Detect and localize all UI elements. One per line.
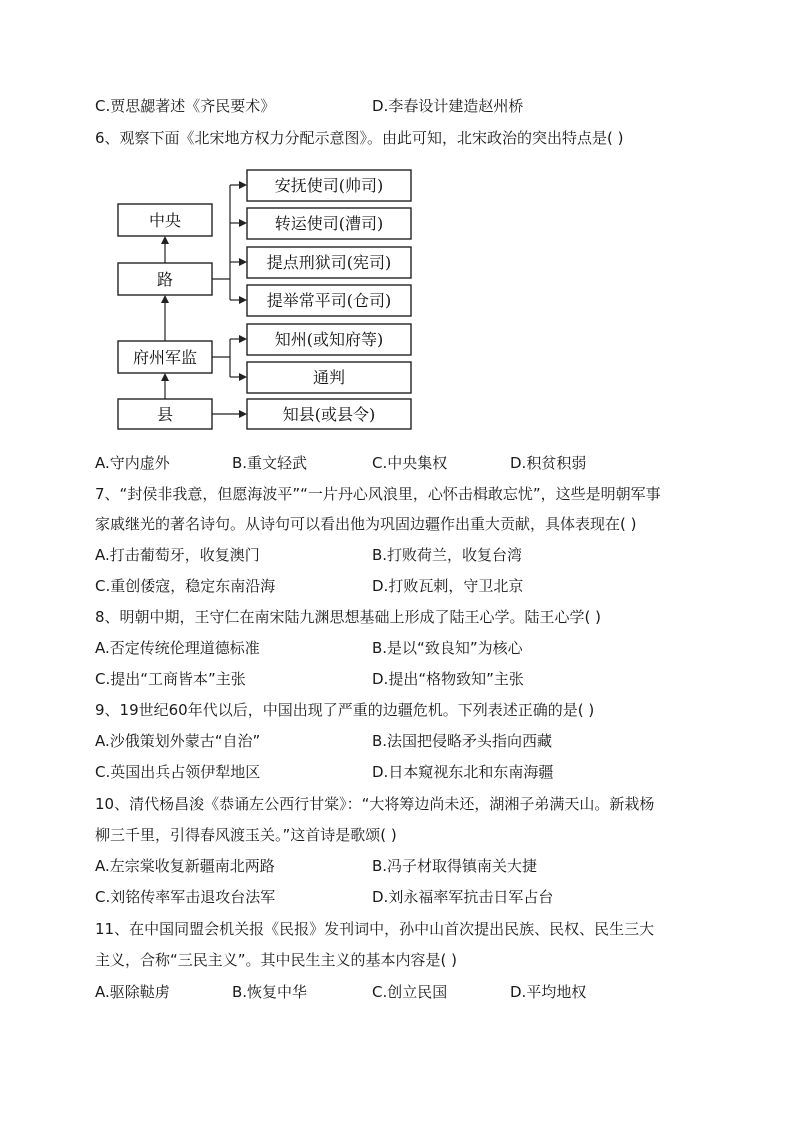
label-tongpan: 通判 bbox=[312, 368, 346, 387]
label-zhixian: 知县(或县令) bbox=[282, 405, 376, 424]
q6-option-c: C.中央集权 bbox=[372, 454, 448, 472]
arrow-up-icon bbox=[161, 373, 169, 381]
q10-stem-line2: 柳三千里，引得春风渡玉关。”这首诗是歌颂( ) bbox=[95, 826, 397, 844]
q10-option-d: D.刘永福率军抗击日军占台 bbox=[372, 888, 554, 906]
q11-option-b: B.恢复中华 bbox=[232, 983, 308, 1001]
q7-option-d: D.打败瓦剌，守卫北京 bbox=[372, 577, 524, 595]
q7-option-b: B.打败荷兰，收复台湾 bbox=[372, 546, 523, 564]
label-tidian: 提点刑狱司(宪司) bbox=[266, 253, 392, 272]
q9-option-a: A.沙俄策划外蒙古“自治” bbox=[95, 732, 261, 750]
q10-stem-line1: 10、清代杨昌浚《恭诵左公西行甘棠》：“大将筹边尚未还，湖湘子弟满天山。新栽杨 bbox=[95, 795, 655, 813]
label-lu: 路 bbox=[156, 270, 174, 289]
q11-option-a: A.驱除鞑虏 bbox=[95, 983, 170, 1001]
q11-stem-line2: 主义，合称“三民主义”。其中民生主义的基本内容是( ) bbox=[95, 951, 458, 969]
q7-stem-line2: 家戚继光的著名诗句。从诗句可以看出他为巩固边疆作出重大贡献，具体表现在( ) bbox=[95, 515, 637, 533]
q9-option-b: B.法国把侵略矛头指向西藏 bbox=[372, 732, 553, 750]
q11-stem-line1: 11、在中国同盟会机关报《民报》发刊词中，孙中山首次提出民族、民权、民生三大 bbox=[95, 920, 655, 938]
q7-stem-line1: 7、“封侯非我意，但愿海波平”“一片丹心风浪里，心怀击楫敢忘忧”，这些是明朝军事 bbox=[95, 485, 661, 503]
q11-option-d: D.平均地权 bbox=[510, 983, 587, 1001]
label-anfu: 安抚使司(帅司) bbox=[274, 176, 384, 195]
q10-option-c: C.刘铭传率军击退攻台法军 bbox=[95, 888, 276, 906]
q6-stem: 6、观察下面《北宋地方权力分配示意图》。由此可知，北宋政治的突出特点是( ) bbox=[95, 129, 624, 147]
label-zhizhou: 知州(或知府等) bbox=[274, 330, 384, 349]
arrow-up-icon bbox=[161, 236, 169, 244]
q9-stem: 9、19世纪60年代以后，中国出现了严重的边疆危机。下列表述正确的是( ) bbox=[95, 701, 595, 719]
q5-option-c: C.贾思勰著述《齐民要术》 bbox=[95, 97, 276, 115]
q6-option-a: A.守内虚外 bbox=[95, 454, 170, 472]
label-tiju: 提举常平司(仓司) bbox=[266, 291, 392, 310]
arrow-up-icon bbox=[161, 295, 169, 303]
q9-option-d: D.日本窥视东北和东南海疆 bbox=[372, 763, 554, 781]
label-fuzhou: 府州军监 bbox=[132, 348, 198, 367]
label-county: 县 bbox=[156, 405, 174, 424]
q8-stem: 8、明朝中期，王守仁在南宋陆九渊思想基础上形成了陆王心学。陆王心学( ) bbox=[95, 608, 602, 626]
q8-option-a: A.否定传统伦理道德标准 bbox=[95, 639, 260, 657]
q9-option-c: C.英国出兵占领伊犁地区 bbox=[95, 763, 261, 781]
label-zhuanyun: 转运使司(漕司) bbox=[274, 214, 384, 233]
q11-option-c: C.创立民国 bbox=[372, 983, 448, 1001]
q10-option-b: B.冯子材取得镇南关大捷 bbox=[372, 857, 538, 875]
q8-option-c: C.提出“工商皆本”主张 bbox=[95, 670, 246, 688]
q6-option-d: D.积贫积弱 bbox=[510, 454, 587, 472]
label-central: 中央 bbox=[148, 211, 182, 230]
q8-option-b: B.是以“致良知”为核心 bbox=[372, 639, 523, 657]
q7-option-a: A.打击葡萄牙，收复澳门 bbox=[95, 546, 260, 564]
q8-option-d: D.提出“格物致知”主张 bbox=[372, 670, 524, 688]
q5-option-d: D.李春设计建造赵州桥 bbox=[372, 97, 524, 115]
q10-option-a: A.左宗棠收复新疆南北两路 bbox=[95, 857, 275, 875]
q7-option-c: C.重创倭寇，稳定东南沿海 bbox=[95, 577, 276, 595]
q6-option-b: B.重文轻武 bbox=[232, 454, 308, 472]
